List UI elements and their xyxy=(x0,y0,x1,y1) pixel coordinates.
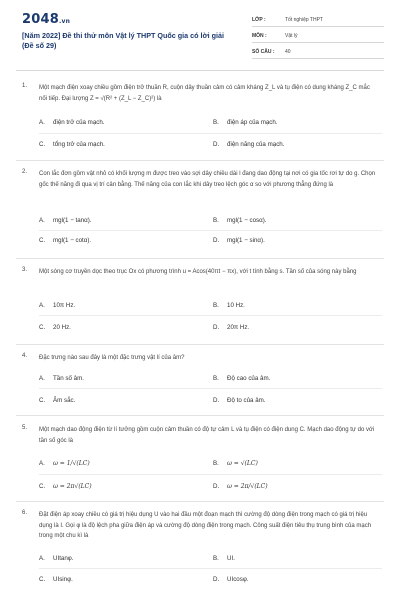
site-logo[interactable] xyxy=(22,12,70,27)
question-number: 1. xyxy=(22,83,28,89)
document-header xyxy=(0,0,400,66)
answer-text: Độ to của âm. xyxy=(227,397,266,404)
answer-divider xyxy=(39,568,382,569)
answer-letter: C. xyxy=(39,237,46,244)
answer-option-b[interactable] xyxy=(213,302,245,309)
meta-value: 40 xyxy=(285,49,291,55)
answer-letter: B. xyxy=(213,555,219,562)
answer-divider xyxy=(39,474,382,475)
answer-letter: B. xyxy=(213,375,219,382)
question-4 xyxy=(22,353,382,413)
answer-text: mgl(1 − tanα). xyxy=(53,217,92,224)
answer-letter: D. xyxy=(213,576,220,583)
exam-meta xyxy=(252,14,384,62)
answer-option-d[interactable] xyxy=(213,397,266,404)
question-5 xyxy=(22,425,382,497)
answer-option-d[interactable] xyxy=(213,141,284,148)
answer-letter: D. xyxy=(213,483,220,490)
answer-letter: B. xyxy=(213,460,219,467)
answer-text: 10 Hz. xyxy=(227,302,245,309)
meta-label: LỚP : xyxy=(252,17,266,23)
answer-option-c[interactable] xyxy=(39,576,73,583)
answer-option-c[interactable] xyxy=(39,324,71,331)
answer-letter: C. xyxy=(39,324,46,331)
answer-letter: A. xyxy=(39,460,45,467)
answer-text: UIcosφ. xyxy=(227,576,249,583)
logo-suffix: .vn xyxy=(58,18,71,25)
page-title: [Năm 2022] Đề thi thử môn Vật lý THPT Quốc gia có lời giải (Đề số 29) xyxy=(22,31,225,50)
answer-letter: C. xyxy=(39,576,46,583)
question-divider xyxy=(16,501,384,502)
answer-letter: A. xyxy=(39,555,45,562)
answer-option-b[interactable] xyxy=(213,217,267,224)
answer-letter: A. xyxy=(39,217,45,224)
meta-row-count xyxy=(252,46,384,59)
answer-text: điện trở của mạch. xyxy=(53,119,105,126)
question-1 xyxy=(22,83,382,148)
question-divider xyxy=(16,258,384,259)
question-divider xyxy=(16,415,384,416)
answer-option-a[interactable] xyxy=(39,302,75,309)
question-number: 3. xyxy=(22,267,28,273)
answer-option-a[interactable] xyxy=(39,119,105,126)
answer-text: điện năng của mạch. xyxy=(227,141,285,148)
answer-option-a[interactable] xyxy=(39,375,84,382)
answer-text: 20π Hz. xyxy=(227,324,250,331)
answer-letter: B. xyxy=(213,217,219,224)
answer-option-c[interactable] xyxy=(39,237,91,244)
answer-letter: C. xyxy=(39,483,46,490)
answer-letter: A. xyxy=(39,302,45,309)
answer-divider xyxy=(39,315,382,316)
answer-divider xyxy=(39,133,382,134)
answer-option-a[interactable] xyxy=(39,217,91,224)
answer-option-d[interactable] xyxy=(213,483,268,490)
answer-text: UI. xyxy=(227,555,235,562)
answer-formula: ω = 2π/√(LC) xyxy=(227,483,268,490)
answer-divider xyxy=(39,230,382,231)
meta-value: Tốt nghiệp THPT xyxy=(285,17,323,23)
meta-label: MÔN : xyxy=(252,33,267,39)
answer-letter: D. xyxy=(213,324,220,331)
meta-row-subject xyxy=(252,30,384,43)
question-text: Một mạch dao động điện từ lí tưởng gồm cuộn cảm thuần có độ tự cảm L và tụ điện có điện dung C. Mạch dao động tự do với tần số góc là xyxy=(39,427,375,444)
answer-text: điện áp của mạch. xyxy=(227,119,278,126)
meta-label: SỐ CÂU : xyxy=(252,49,275,55)
answer-letter: A. xyxy=(39,119,45,126)
question-number: 6. xyxy=(22,510,28,516)
question-number: 4. xyxy=(22,353,28,359)
answer-letter: B. xyxy=(213,302,219,309)
question-2 xyxy=(22,169,382,259)
question-6 xyxy=(22,510,382,598)
answer-letter: D. xyxy=(213,141,220,148)
question-text: Một mạch điện xoay chiều gồm điện trở thuần R, cuộn dây thuần cảm có cảm kháng Z_L và tụ điện có dung kháng Z_C mắc nối tiếp. Đại lượng Z = √(R² + (Z_L − Z_C)²) là xyxy=(39,85,370,102)
question-text: Con lắc đơn gồm vật nhỏ có khối lượng m được treo vào sợi dây chiều dài l đang dao động tại nơi có gia tốc rơi tự do g. Chọn gốc thế năng đi qua vị trí cân bằng. Thế năng của con lắc khi dây treo lệch góc α so với phương thẳng đứng là xyxy=(39,171,376,188)
answer-option-d[interactable] xyxy=(213,324,249,331)
question-number: 5. xyxy=(22,425,28,431)
answer-text: Tần số âm. xyxy=(53,375,84,382)
question-3 xyxy=(22,267,382,337)
answer-option-a[interactable] xyxy=(39,555,74,562)
answer-text: tổng trở của mạch. xyxy=(53,141,105,148)
answer-option-a[interactable] xyxy=(39,460,90,467)
answer-letter: A. xyxy=(39,375,45,382)
question-text: Đặc trưng nào sau đây là một đặc trưng vật lí của âm? xyxy=(39,355,185,361)
answer-letter: C. xyxy=(39,141,46,148)
answer-text: mgl(1 − cosα). xyxy=(227,217,267,224)
answer-option-c[interactable] xyxy=(39,397,75,404)
answer-text: UItanφ. xyxy=(53,555,74,562)
answer-option-b[interactable] xyxy=(213,555,235,562)
answer-text: mgl(1 − sinα). xyxy=(227,237,265,244)
answer-letter: B. xyxy=(213,119,219,126)
question-text: Một sóng cơ truyền dọc theo trục Ox có phương trình u = Acos(40πt − πx), với t tính bằng s. Tần số của sóng này bằng xyxy=(39,269,357,275)
answer-divider xyxy=(39,388,382,389)
answer-option-b[interactable] xyxy=(213,460,258,467)
answer-option-c[interactable] xyxy=(39,483,92,490)
answer-text: Âm sắc. xyxy=(53,397,76,404)
logo-text: 2048 xyxy=(22,12,59,27)
answer-text: UIsinφ. xyxy=(53,576,73,583)
meta-value: Vật lý xyxy=(285,33,298,39)
answer-text: 10π Hz. xyxy=(53,302,76,309)
question-number: 2. xyxy=(22,169,28,175)
answer-option-d[interactable] xyxy=(213,576,249,583)
header-divider xyxy=(16,70,384,71)
answer-letter: D. xyxy=(213,397,220,404)
answer-formula: ω = 2π√(LC) xyxy=(53,483,92,490)
answer-text: 20 Hz. xyxy=(53,324,71,331)
meta-row-class xyxy=(252,14,384,27)
answer-option-b[interactable] xyxy=(213,119,278,126)
answer-option-c[interactable] xyxy=(39,141,105,148)
answer-formula: ω = √(LC) xyxy=(227,460,258,467)
answer-option-b[interactable] xyxy=(213,375,270,382)
answer-formula: ω = 1/√(LC) xyxy=(53,460,90,467)
answer-option-d[interactable] xyxy=(213,237,265,244)
answer-letter: C. xyxy=(39,397,46,404)
question-divider xyxy=(16,344,384,345)
answer-text: Độ cao của âm. xyxy=(227,375,271,382)
answer-letter: D. xyxy=(213,237,220,244)
question-divider xyxy=(16,160,384,161)
answer-text: mgl(1 − cotα). xyxy=(53,237,92,244)
question-text: Đặt điện áp xoay chiều có giá trị hiệu dụng U vào hai đầu một đoạn mạch thì cường độ dòng điện trong mạch có giá trị hiệu dụng là I. Gọi φ là độ lệch pha giữa điện áp và cường độ dòng điện trong mạch. Công suất điện tiêu thụ trung bình của mạch trong một chu kì là xyxy=(39,512,372,539)
